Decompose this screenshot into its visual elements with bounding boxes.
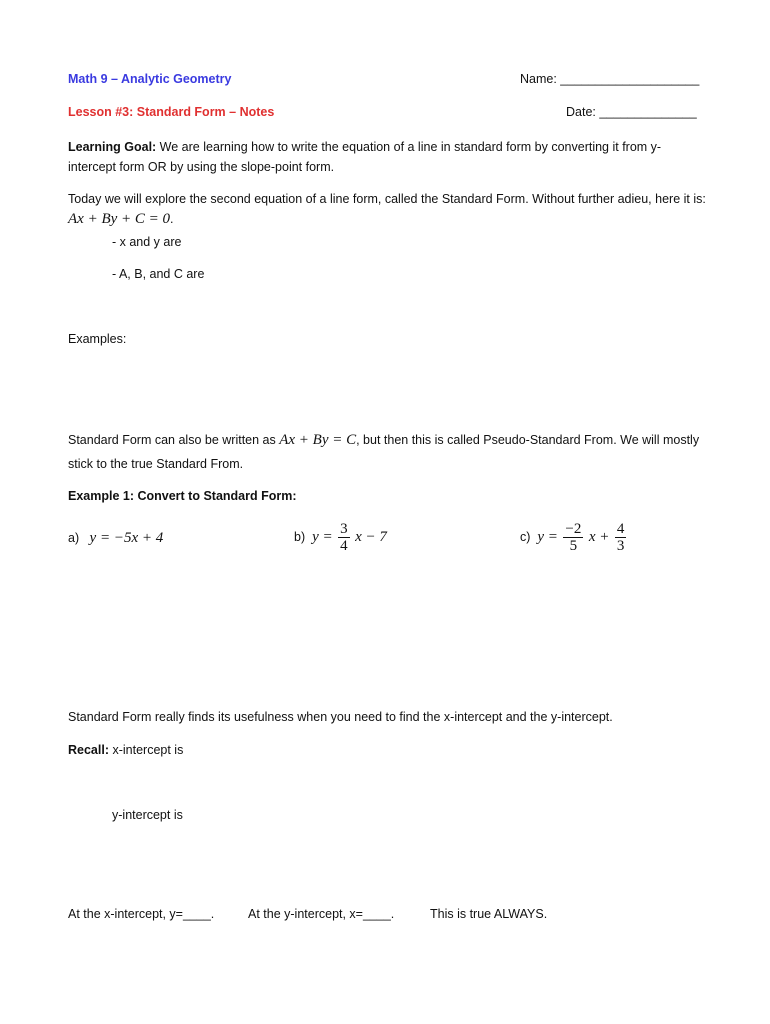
pseudo-text-1: Standard Form can also be written as — [68, 433, 280, 447]
learning-goal-label: Learning Goal: — [68, 140, 157, 154]
recall-x-text: x-intercept is — [109, 743, 184, 757]
learning-goal — [68, 137, 708, 177]
intro-text: Today we will explore the second equation of a line form, called the Standard Form. Without further adieu, here it is: — [68, 192, 706, 206]
example-1c-denominator-2: 3 — [616, 538, 625, 554]
bullet-x-y: - x and y are — [112, 235, 182, 249]
example-1c-label: c) — [520, 529, 531, 544]
lesson-title: Lesson #3: Standard Form – Notes — [68, 105, 275, 119]
pseudo-text-2: , but then this is called Pseudo-Standard From. We will mostly stick to the true Standard From. — [68, 433, 700, 471]
example-1c-numerator-2: 4 — [616, 521, 625, 537]
example-1b-lhs: y = — [312, 528, 333, 545]
example-1b-label: b) — [294, 529, 306, 544]
pseudo-standard-equation: Ax + By = C — [279, 432, 357, 448]
example-1-title: Example 1: Convert to Standard Form: — [68, 489, 297, 503]
example-1c — [520, 521, 628, 554]
example-1c-middle: x + — [588, 528, 610, 545]
examples-label: Examples: — [68, 332, 127, 346]
learning-goal-text: We are learning how to write the equation of a line in standard form by converting it from y-intercept form OR by using the slope-point form. — [68, 140, 662, 174]
example-1a — [68, 530, 163, 547]
example-1b-rhs: x − 7 — [355, 528, 387, 545]
example-1b-denominator: 4 — [340, 538, 348, 554]
date-field: Date: ______________ — [566, 105, 697, 119]
intro-end: . — [170, 212, 174, 226]
recall-x-intercept — [68, 743, 183, 757]
example-1c-lhs: y = — [537, 528, 558, 545]
example-1c-numerator-1: −2 — [565, 521, 582, 537]
recall-y-intercept: y-intercept is — [112, 808, 183, 822]
always-true-note: This is true ALWAYS. — [430, 907, 548, 921]
name-field: Name: ____________________ — [520, 72, 700, 86]
usefulness-statement: Standard Form really finds its usefulness when you need to find the x-intercept and the y-intercept. — [68, 710, 613, 724]
bullet-a-b-c: - A, B, and C are — [112, 267, 205, 281]
recall-label: Recall: — [68, 743, 109, 757]
course-title: Math 9 – Analytic Geometry — [68, 72, 232, 86]
example-1b — [294, 521, 387, 554]
x-intercept-rule: At the x-intercept, y=____. — [68, 907, 215, 921]
y-intercept-rule: At the y-intercept, x=____. — [248, 907, 395, 921]
pseudo-standard-paragraph — [68, 428, 708, 476]
example-1a-equation: y = −5x + 4 — [89, 530, 164, 546]
standard-form-equation: Ax + By + C = 0 — [68, 211, 171, 227]
example-1c-denominator-1: 5 — [569, 538, 578, 554]
example-1c-fraction-1 — [563, 521, 583, 554]
example-1c-fraction-2 — [615, 521, 627, 554]
example-1b-fraction — [338, 521, 350, 554]
example-1a-label: a) — [68, 531, 80, 545]
example-1b-numerator: 3 — [340, 521, 348, 537]
intro-paragraph — [68, 189, 708, 229]
